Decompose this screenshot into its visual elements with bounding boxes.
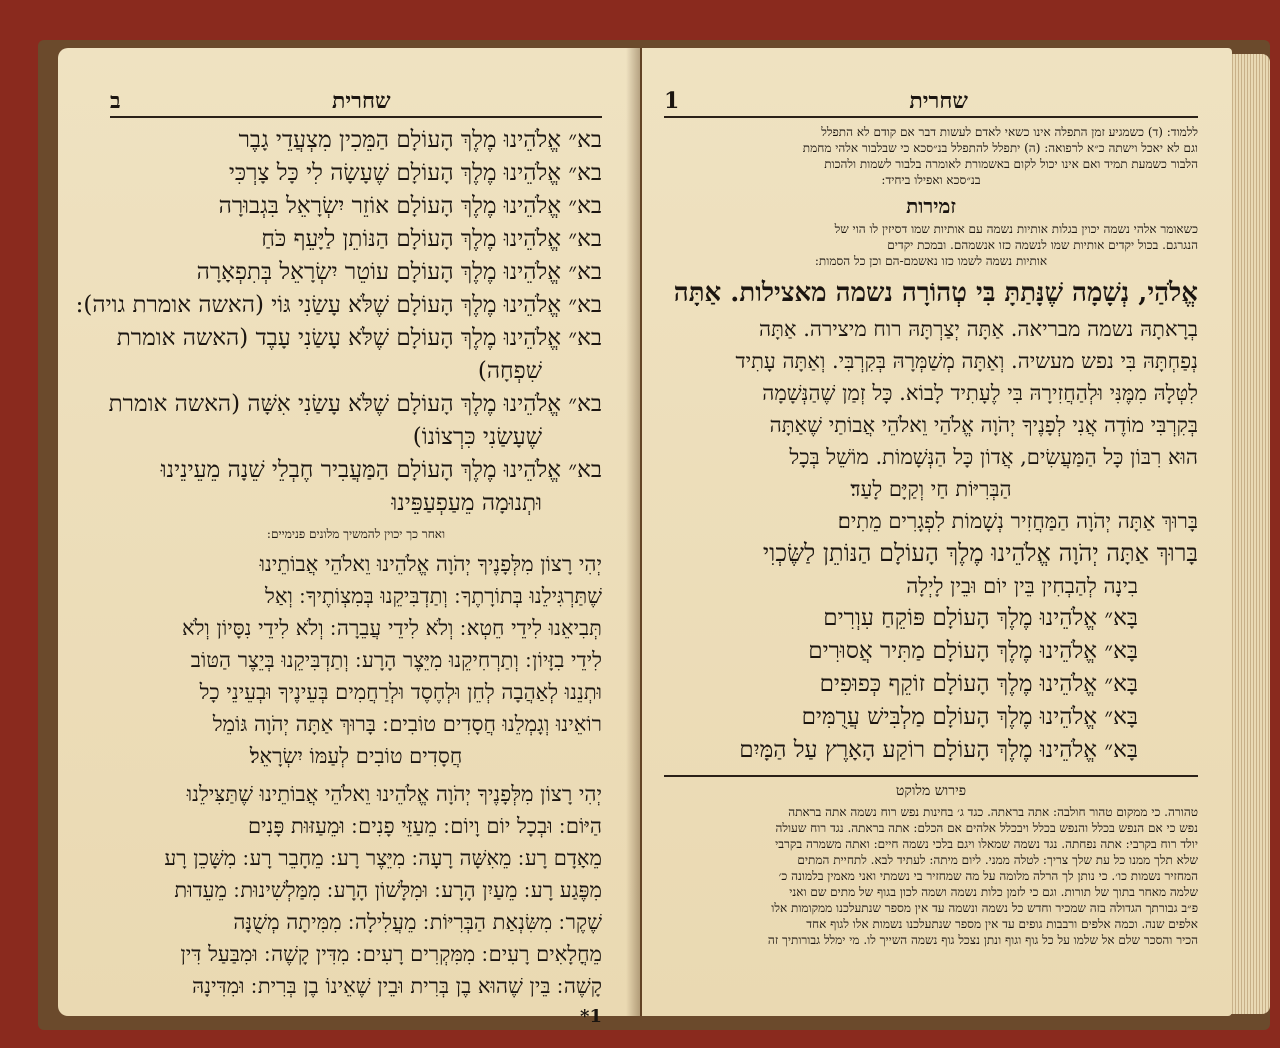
text-line: שֶׁקֶר ׃ מִשִּׂנְאַת הַבְּרִיּוֹת ׃ מֵעֲלִילָה ׃ מִמִּיתָה מְשֻׁנָּה — [233, 910, 602, 934]
text-line: בָּא״ אֱלֹהֵינוּ מֶלֶךְ הָעוֹלָם מַתִּיר אֲסוּרִים — [808, 638, 1138, 664]
kavanah-intro — [664, 221, 1198, 269]
note-line: וגם לא יאכל וישתה כ״א לרפואה: (ה) יתפלל להתפלל בנ״סכא כי שבלבור אלהי מחמת — [802, 141, 1198, 155]
text-line: חֲסָדִים טוֹבִים לְעַמּוֹ יִשְׂרָאֵל׃ — [249, 744, 463, 768]
commentary-line: יולד רוח בקרבי: אתה נפחתה. נגד נשמה שמאלו ויגם בלכי נשמה חיים: ואתה משמרה בקרבי — [775, 837, 1198, 851]
text-line: שֶׁתַּרְגִּילֵנוּ בְּתוֹרָתֶךָ ׃ וְתַדְבִּיקֵנוּ בְּמִצְוֹתֶיךָ ׃ וְאַל — [265, 584, 602, 608]
text-line: לִטְּלָהּ מִמֶּנִּי וּלְהַחֲזִירָהּ בִּי לֶעָתִיד לָבוֹא. כָּל זְמַן שֶׁהַנְּשָׁמָה — [762, 381, 1198, 405]
text-line: בָּא״ אֱלֹהֵינוּ מֶלֶךְ הָעוֹלָם זוֹקֵף כְּפוּפִים — [819, 671, 1138, 697]
text-line: וּתְנֵנוּ לְאַהֲבָה לְחֵן וּלְחֶסֶד וּלְרַחֲמִים בְּעֵינֶיךָ וּבְעֵינֵי כָל — [199, 680, 602, 704]
text-line: בא״ אֱלֹהֵינוּ מֶלֶךְ הָעוֹלָם אוֹזֵר יִשְׂרָאֵל בִּגְבוּרָה — [218, 193, 602, 219]
text-line: מֵאָדָם רָע ׃ מֵאִשָּׁה רָעָה ׃ מִיֵּצֶר רָע ׃ מֵחָבֵר רָע ׃ מִשָּׁכֵן רָע — [164, 846, 602, 870]
text-line: בָּא״ אֱלֹהֵינוּ מֶלֶךְ הָעוֹלָם מַלְבִּישׁ עֲרֻמִּים — [801, 704, 1138, 730]
text-line: יְהִי רָצוֹן מִלְּפָנֶיךָ יְהֹוָה אֱלֹהֵינוּ וֵאלֹהֵי אֲבוֹתֵינוּ — [259, 552, 602, 576]
text-line: הַבְּרִיּוֹת חַי וְקַיָּם לָעַד׃ — [850, 477, 1012, 501]
elohai-neshama — [664, 273, 1198, 505]
text-line: קָשֶׁה ׃ בֵּין שֶׁהוּא בֶן בְּרִית וּבֵין שֶׁאֵינוֹ בֶן בְּרִית ׃ וּמִדִּינָהּ — [192, 974, 602, 998]
page-number: 1 — [664, 88, 680, 114]
page-edges — [1230, 54, 1270, 1014]
note-line: כשאומר אלהי נשמה יכוין בגלות אותיות נשמה עם אותיות שמו דסיזין לו הוי של — [834, 222, 1198, 236]
commentary-line: שלמה מאחר בתוך של תורות. וגם כי לזמן כלות נשמה ושמה לכון בגוף של מתים שם ואני — [789, 885, 1198, 899]
text-line: שֶׁעָשַׂנִי כִּרְצוֹנוֹ) — [412, 424, 542, 450]
baruch-sechvi — [664, 537, 1198, 602]
commentary-line: נפש כי אם הנפש בכלל והנפש בכלל ויבכלל אלהים אם הכלם: אתה בראתה. נגד רוח שעולה — [775, 821, 1198, 835]
instruction-note: ואחר כך יכוין להמשיך מלונים פנימיים: — [266, 527, 446, 541]
text-line: מֵחֳלָאִים רָעִים ׃ מִמִּקְרִים רָעִים ׃ מִדִּין קָשֶׁה ׃ וּמִבַּעַל דִּין — [180, 942, 602, 966]
open-book — [38, 40, 1270, 1030]
commentary-line: פ״ב גבורתך הגדולה בזה שמכיר וחדש כל נשמה ונשמה עד אין מספר שנתעלכנו ממקומות אלו — [771, 901, 1198, 915]
text-line: שִׁפְחָה) — [477, 358, 542, 384]
text-line: מִפֶּגַע רָע ׃ מֵעַיִן הָרָע ׃ וּמִלָּשׁוֹן הָרָע ׃ מִמַּלְשִׁינוּת ׃ מֵעֵדוּת — [174, 878, 602, 902]
text-line: אֱלֹהַי, נְשָׁמָה שֶׁנָּתַתָּ בִּי טְהוֹרָה נשמה מאצילות. אַתָּה — [673, 278, 1198, 308]
commentary-title: פירוש מלוקט — [895, 783, 967, 799]
note-line: הנגרגם. בכול יקדים אותיות שמו לנשמה כזו אנשמהם. ובמכת יקדים — [887, 238, 1198, 252]
divider — [664, 775, 1198, 777]
text-line: תְּבִיאֵנוּ לִידֵי חֵטְא ׃ וְלֹא לִידֵי עֲבֵרָה ׃ וְלֹא לִידֵי נִסָּיוֹן וְלֹא — [182, 616, 602, 640]
note-line: בנ״סכא ואפילו ביחיד: — [881, 173, 981, 187]
baruch-mechazir: בָּרוּךְ אַתָּה יְהֹוָה הַמַּחֲזִיר נְשָׁמוֹת לִפְגָרִים מֵתִים׃ — [837, 509, 1198, 533]
left-page — [58, 48, 640, 1027]
text-line: נְפַחְתָּהּ בִּי נפש מעשיה. וְאַתָּה מְשַׁמְּרָהּ בְּקִרְבִּי. וְאַתָּה עָתִיד — [735, 349, 1198, 373]
text-line: בא״ אֱלֹהֵינוּ מֶלֶךְ הָעוֹלָם שֶׁלֹּא עָשַׂנִי עָבֶד (האשה אומרת — [116, 325, 602, 351]
note-line: אותיות נשמה לשמו כזו נאשמם-הם וכן כל הסמות: — [814, 254, 1048, 268]
text-line: יְהִי רָצוֹן מִלְּפָנֶיךָ יְהֹוָה אֱלֹהֵינוּ וֵאלֹהֵי אֲבוֹתֵינוּ שֶׁתַּצִּילֵנוּ — [186, 782, 602, 806]
blessings-block-right — [664, 602, 1198, 767]
page-letter: ב — [110, 88, 121, 114]
commentary-line: הכיר והסכר שלם אל שלמו על כל גוף וגוף ונתן נצכל גוף נשמה השייך לו. מי ימלל גבורותיך זה — [767, 933, 1198, 947]
commentary-line: טהורה. כי ממקום טהור חולבה: אתה בראתה. כגד ג׳ בחינות נפש רוח נשמה אתה בראתה — [788, 805, 1198, 819]
text-line: בא״ אֱלֹהֵינוּ מֶלֶךְ הָעוֹלָם שֶׁלֹּא עָשַׂנִי גּוֹי (האשה אומרת גויה): — [75, 292, 602, 318]
commentary-line: המחזיר נשמות כו׳. כי נותן לך הרלה מלומה על מה שמחזיר בי נשמתי ואני מאמין בלמונה כ׳ — [778, 869, 1198, 883]
text-line: בְרָאתָהּ נשמה מבריאה. אַתָּה יְצַרְתָּהּ רוח מיצירה. אַתָּה — [759, 317, 1198, 341]
text-line: בָּא״ אֱלֹהֵינוּ מֶלֶךְ הָעוֹלָם רוֹקַע הָאָרֶץ עַל הַמָּיִם — [739, 737, 1138, 763]
text-line: בא״ אֱלֹהֵינוּ מֶלֶךְ הָעוֹלָם עוֹטֵר יִשְׂרָאֵל בְּתִפְאָרָה — [196, 259, 602, 285]
text-line: בְּקִרְבִּי מוֹדֶה אֲנִי לְפָנֶיךָ יְהֹוָה אֱלֹהַי וֵאלֹהֵי אֲבוֹתַי שֶׁאַתָּה — [769, 413, 1198, 437]
commentary-line: אלפים שנה. וכמה אלפים ורבבות גופים עד אין מספר שנתעלכנו נשמות אלו לגוף אחד — [806, 917, 1198, 931]
yehi-ratzon-1 — [110, 548, 602, 772]
text-line: בִינָה לְהַבְחִין בֵּין יוֹם וּבֵין לָיְלָה — [906, 574, 1138, 598]
text-line: בָּא״ אֱלֹהֵינוּ מֶלֶךְ הָעוֹלָם פּוֹקֵחַ עִוְרִים — [823, 605, 1138, 631]
top-notes — [664, 124, 1198, 188]
text-line: בא״ אֱלֹהֵינוּ מֶלֶךְ הָעוֹלָם שֶׁלֹּא עָשַׂנִי אִשָּׁה (האשה אומרת — [108, 391, 602, 417]
text-line: בא״ אֱלֹהֵינוּ מֶלֶךְ הָעוֹלָם הַמֵּכִין מִצְעֲדֵי גָבֶר — [238, 127, 602, 153]
text-line: הוּא רִבּוֹן כָּל הַמַּעֲשִׂים, אֲדוֹן כָּל הַנְּשָׁמוֹת. מוֹשֵׁל בְּכָל — [789, 445, 1198, 469]
blessings-block-left — [75, 124, 602, 520]
note-line: הלבור כשמעת תמיד ואם אינו יכול לקום באשמורת לאומרה בלבור לשמות ולהכות — [824, 157, 1198, 171]
text-line: לִידֵי בִזָּיוֹן ׃ וְתַרְחִיקֵנוּ מִיֵּצֶר הָרָע ׃ וְתַדְבִּיקֵנוּ בְּיֵצֶר הַטּוֹב — [190, 648, 602, 672]
text-line: בָּרוּךְ אַתָּה יְהֹוָה אֱלֹהֵינוּ מֶלֶךְ הָעוֹלָם הַנּוֹתֵן לַשֶּׂכְוִי — [762, 539, 1198, 567]
text-line: בא״ אֱלֹהֵינוּ מֶלֶךְ הָעוֹלָם שֶׁעָשָׂה לִי כָּל צָרְכִּי — [228, 160, 602, 186]
yehi-ratzon-2 — [110, 778, 602, 1002]
footer-signature-mark: 1* — [580, 1006, 602, 1027]
page-title: שחרית — [332, 88, 391, 114]
text-line: בא״ אֱלֹהֵינוּ מֶלֶךְ הָעוֹלָם הַנּוֹתֵן לַיָּעֵף כֹּחַ — [261, 226, 602, 252]
left-page-header — [110, 88, 602, 118]
text-line: הַיּוֹם ׃ וּבְכָל יוֹם וָיוֹם ׃ מֵעַזֵּי פָנִים ׃ וּמֵעַזּוּת פָּנִים — [247, 814, 602, 838]
page-title: שחרית — [909, 88, 968, 114]
note-line: ללמוד: (ד) כשמגיע זמן התפלה אינו כשאי לאדם לעשות דבר אם קודם לא התפלל — [821, 125, 1198, 139]
commentary — [664, 804, 1198, 948]
text-line: רוֹאֵינוּ וְגָמְלֵנוּ חֲסָדִים טוֹבִים ׃ בָּרוּךְ אַתָּה יְהֹוָה גּוֹמֵל — [212, 712, 602, 736]
text-line: וּתְנוּמָה מֵעַפְעַפֵּינוּ — [391, 490, 542, 516]
right-page-header — [664, 88, 1198, 118]
commentary-line: שלא תלך ממנו כל עת שלך צריך: לטלה ממני. ליום מיתה: לעתיד לבא. לתחיית המתים — [797, 853, 1198, 867]
text-line: בא״ אֱלֹהֵינוּ מֶלֶךְ הָעוֹלָם הַמַּעֲבִיר חֶבְלֵי שֵׁנָה מֵעֵינֵינוּ — [160, 457, 602, 483]
right-page — [642, 48, 1232, 1016]
section-title: זמירות — [906, 194, 956, 218]
